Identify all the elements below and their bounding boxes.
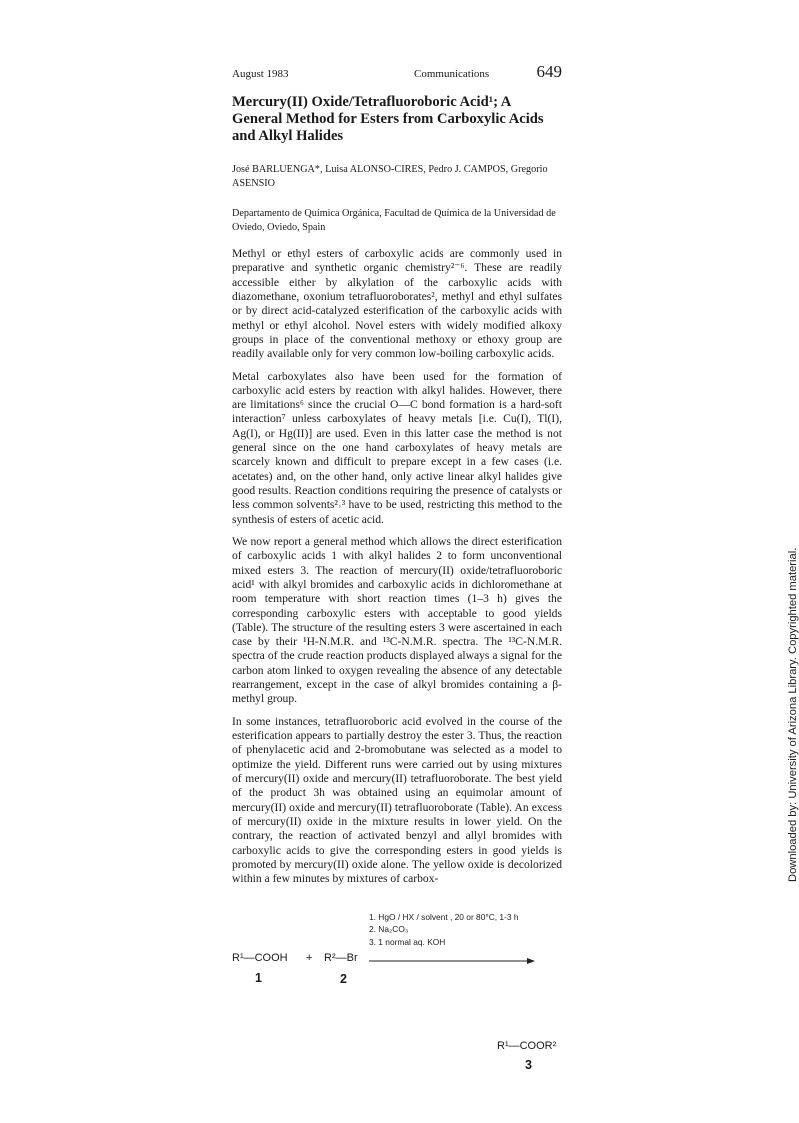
paragraph: Metal carboxylates also have been used for the formation of carboxylic acid esters by reaction with alkyl halides. However, there are limitations⁶ since the crucial O—C bond formation is a hard-soft interaction⁷ unless carboxylates of heavy metals [i.e. Cu(I), Tl(I), Ag(I), or Hg(II)] are used. Even in this latter case the method is not general since on the one hand carboxylates of heavy metals are scarcely known and difficult to prepare except in a few cases (i.e. acetates) and, on the other hand, only active linear alkyl halides give good results. Reaction conditions requiring the presence of catalysts or less common solvents²˒³ have to be used, restricting this method to the synthesis of esters of acetic acid. [232, 369, 562, 526]
reaction-condition: 1. HgO / HX / solvent , 20 or 80°C, 1-3 h [369, 912, 519, 922]
plus-sign: + [306, 952, 313, 964]
reaction-scheme [232, 912, 562, 1102]
reaction-arrow [369, 956, 535, 966]
reaction-condition: 2. Na₂CO₃ [369, 924, 409, 934]
article-body [232, 247, 562, 894]
paragraph: Methyl or ethyl esters of carboxylic acids are commonly used in preparative and synthetic organic chemistry²⁻⁶. These are readily accessible either by alkylation of the carboxylic acids with diazomethane, oxonium tetrafluoroborates², methyl and ethyl sulfates or by direct acid-catalyzed esterification of the carboxylic acids with methyl or ethyl alcohol. Novel esters with widely modified alkoxy groups in place of the conventional methoxy or ethoxy group are readily available only for very common low-boiling carboxylic acids. [232, 247, 562, 361]
article-title: Mercury(II) Oxide/Tetrafluoroboric Acid¹; A General Method for Esters from Carboxylic Acids and Alkyl Halides [232, 94, 544, 144]
author-list: José BARLUENGA*, Luisa ALONSO-CIRES, Pedro J. CAMPOS, Gregorio ASENSIO [232, 164, 548, 189]
paragraph: In some instances, tetrafluoroboric acid evolved in the course of the esterification appears to partially destroy the ester 3. Thus, the reaction of phenylacetic acid and 2-bromobutane was selected as a model to optimize the yield. Different runs were carried out by using mixtures of mercury(II) oxide and mercury(II) tetrafluoroborate. The best yield of the product 3h was obtained using an equimolar amount of mercury(II) oxide and mercury(II) tetrafluoroborate (Table). An excess of mercury(II) oxide in the mixture results in lower yield. On the contrary, the reaction of activated benzyl and allyl bromides with carboxylic acids to give the corresponding esters in good yields is promoted by mercury(II) oxide alone. The yellow oxide is decolorized within a few minutes by mixtures of carbox- [232, 714, 562, 886]
section-name: Communications [414, 68, 490, 80]
product-ester: R¹—COOR² [497, 1040, 557, 1052]
author-affiliation: Departamento de Química Orgánica, Facultad de Química de la Universidad de Oviedo, Oviedo, Spain [232, 208, 556, 233]
compound-label-2: 2 [340, 972, 347, 986]
compound-label-3: 3 [525, 1058, 532, 1072]
running-header [232, 64, 562, 84]
page-number: 649 [536, 62, 562, 81]
reaction-condition: 3. 1 normal aq. KOH [369, 937, 446, 947]
paragraph: We now report a general method which allows the direct esterification of carboxylic acids 1 with alkyl halides 2 to form unconventional mixed esters 3. The reaction of mercury(II) oxide/tetrafluoroboric acid¹ with alkyl bromides and carboxylic acids in dichloromethane at room temperature with short reaction times (1–3 h) gives the corresponding carboxylic esters with acceptable to good yields (Table). The structure of the resulting esters 3 were ascertained in each case by their ¹H-N.M.R. and ¹³C-N.M.R. spectra. The ¹³C-N.M.R. spectra of the crude reaction products displayed always a signal for the carbon atom linked to oxygen revealing the absence of any detectable rearrangement, except in the case of alkyl bromides containing a β-methyl group. [232, 534, 562, 706]
compound-label-1: 1 [255, 971, 262, 985]
download-watermark: Downloaded by: University of Arizona Library. Copyrighted material. [787, 547, 799, 882]
issue-date: August 1983 [232, 68, 289, 80]
reactant-carboxylic-acid: R¹—COOH [232, 952, 288, 964]
reactant-alkyl-bromide: R²—Br [324, 952, 358, 964]
